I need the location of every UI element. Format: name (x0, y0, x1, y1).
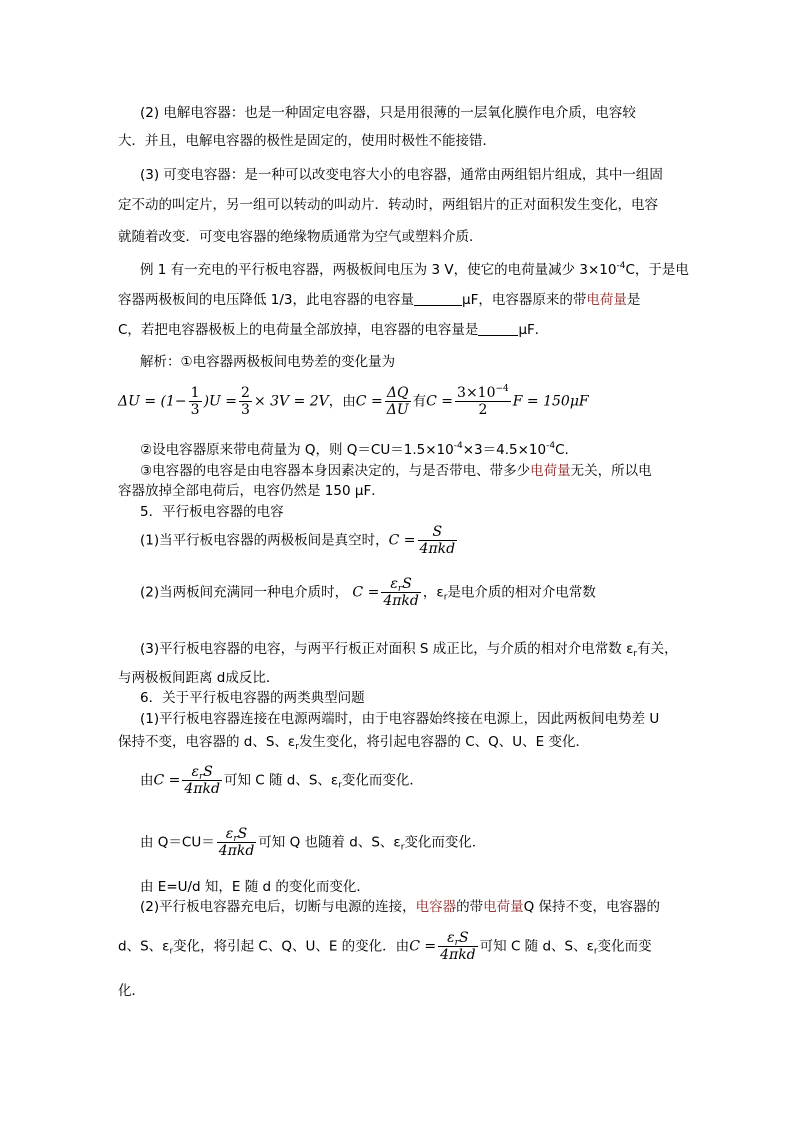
example1-line1: 例 1 有一充电的平行板电容器，两极板间电压为 3 V，使它的电荷量减少 $3\times 10^{-4}C$，于是电 (140, 261, 689, 278)
fraction-dq-du: $\frac{\Delta Q}{\Delta U}$ (386, 385, 409, 418)
section6-case1-line2: 保持不变，电容器的 d、S、$\varepsilon_r$发生变化，将引起电容器的 C、Q、U、E 变化． (118, 734, 589, 752)
section6-case2-line2: d、S、$\varepsilon_r$变化，将引起 C、Q、U、E 的变化．由C = $\frac{\varepsilon_rS}{\text{4πkd}}$ 可知 C 随 d、S、$\varepsilon_r$变化而变 (118, 930, 652, 963)
section6-case2-line3: 化． (118, 983, 145, 999)
solution-line1: 解析：①电容器两极板间电势差的变化量为 (140, 354, 396, 370)
example1-line3: C，若把电容器极板上的电荷量全部放掉，电容器的电容量是 μF． (118, 322, 549, 338)
para-variable-line3: 就随着改变．可变电容器的绝缘物质通常为空气或塑料介质． (118, 229, 483, 245)
para-variable-line1: (3) 可变电容器：是一种可以改变电容大小的电容器，通常由两组铝片组成，其中一组固 (140, 167, 663, 183)
section5-item3-line1: (3)平行板电容器的电容，与两平行板正对面积 S 成正比，与介质的相对介电常数 $\varepsilon_r$有关， (140, 641, 678, 659)
fraction-one-third: $\frac{1}{3}$ (190, 385, 200, 418)
fraction-charge: $\frac{3\times 10^{-4}}{2}$ (457, 384, 509, 418)
answer-blank-2[interactable] (478, 321, 518, 336)
fraction-er-s-over-4pikd: $\frac{\varepsilon_rS}{\text{4πkd}}$ (218, 826, 255, 859)
fraction-s-over-4pikd: $\frac{S}{\text{4πkd}}$ (419, 524, 456, 557)
fraction-er-s-over-4pikd: $\frac{\varepsilon_rS}{\text{4πkd}}$ (440, 930, 476, 963)
section6-formula1: 由C = $\frac{\varepsilon_rS}{\text{4πkd}}$ 可知 C 随 d、S、$\varepsilon_r$变化而变化． (140, 764, 423, 797)
solution-line3: ②设电容器原来带电荷量为 Q，则 $Q=CU=1.5\times 10^{-4}\times 3=4.5\times 10^{-4}C$. (140, 441, 569, 458)
section6-case1-line1: (1)平行板电容器连接在电源两端时，由于电容器始终接在电源上，因此两板间电势差 U (140, 711, 660, 727)
solution-equation: ΔU = (1− $\frac{1}{3}$ )U = $\frac{2}{3}$ × 3V = 2V，由C = $\frac{\Delta Q}{\Delta U}$ 有C = $\frac{3\times 10^{-4}}{2}$ F = 150μF (118, 384, 589, 418)
section6-case2-line1: (2)平行板电容器充电后，切断与电源的连接，电容器的带电荷量Q 保持不变，电容器的 (140, 899, 661, 915)
solution-line4: ③电容器的电容是由电容器本身因素决定的，与是否带电、带多少电荷量无关，所以电 (140, 463, 652, 479)
para-electrolytic-line2: 大．并且，电解电容器的极性是固定的，使用时极性不能接错． (118, 133, 496, 149)
solution-line5: 容器放掉全部电荷后，电容仍然是 150 μF． (118, 483, 385, 499)
section5-item2: (2)当两板间充满同一种电介质时， C = $\frac{\varepsilon_rS}{\text{4πkd}}$ ，$\varepsilon_r$是电介质的相对介电常数 (140, 576, 596, 609)
answer-blank-1[interactable] (414, 291, 462, 306)
section5-heading: 5．平行板电容器的电容 (140, 504, 284, 520)
fraction-er-s-over-4pikd: $\frac{\varepsilon_rS}{\text{4πkd}}$ (184, 764, 220, 797)
section6-heading: 6．关于平行板电容器的两类典型问题 (140, 690, 365, 706)
example1-line2: 容器两极板间的电压降低 1/3，此电容器的电容量 μF，电容器原来的带电荷量是 (118, 292, 641, 308)
para-electrolytic-line1: (2) 电解电容器：也是一种固定电容器，只是用很薄的一层氧化膜作电介质，电容较 (140, 105, 636, 121)
section6-formula3: 由 E=U/d 知，E 随 d 的变化而变化． (140, 879, 370, 895)
section5-item1: (1)当平行板电容器的两极板间是真空时，C = $\frac{S}{\text{4πkd}}$ (140, 524, 456, 557)
fraction-er-s-over-4pikd: $\frac{\varepsilon_rS}{\text{4πkd}}$ (383, 576, 419, 609)
section5-item3-line2: 与两极板间距离 d成反比． (118, 670, 280, 686)
section6-formula2: 由 Q＝CU＝ $\frac{\varepsilon_rS}{\text{4πkd}}$ 可知 Q 也随着 d、S、$\varepsilon_r$变化而变化． (140, 826, 486, 859)
fraction-two-thirds: $\frac{2}{3}$ (241, 385, 250, 418)
para-variable-line2: 定不动的叫定片，另一组可以转动的叫动片．转动时，两组铝片的正对面积发生变化，电容 (118, 197, 658, 213)
